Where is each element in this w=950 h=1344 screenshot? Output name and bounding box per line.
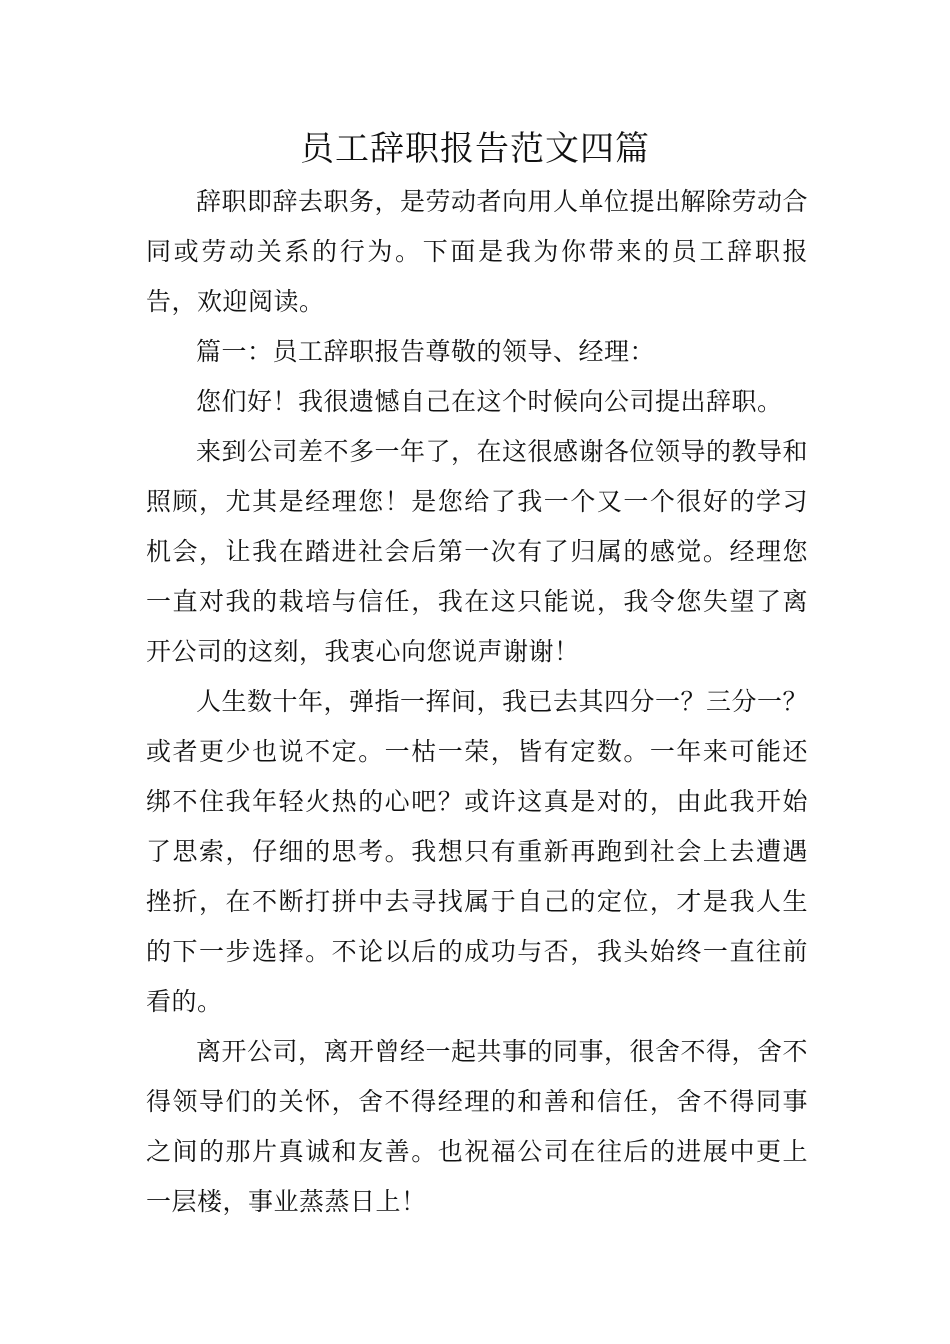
body-paragraph-1: 来到公司差不多一年了，在这很感谢各位领导的教导和照顾，尤其是经理您！是您给了我一个又一个很好的学习机会，让我在踏进社会后第一次有了归属的感觉。经理您一直对我的栽培与信任，我在这只能说，我令您失望了离开公司的这刻，我衷心向您说声谢谢！ [146,437,809,666]
document-body [146,177,808,1227]
greeting-paragraph: 您们好！我很遗憾自己在这个时候向公司提出辞职。 [196,387,783,416]
body-paragraph-2: 人生数十年，弹指一挥间，我已去其四分一？三分一？或者更少也说不定。一枯一荣，皆有定数。一年来可能还绑不住我年轻火热的心吧？或许这真是对的，由此我开始了思索，仔细的思考。我想只有重新再跑到社会上去遭遇挫折，在不断打拼中去寻找属于自己的定位，才是我人生的下一步选择。不论以后的成功与否，我头始终一直往前看的。 [146,687,809,1016]
body-paragraph-3: 离开公司，离开曾经一起共事的同事，很舍不得，舍不得领导们的关怀，舍不得经理的和善和信任，舍不得同事之间的那片真诚和友善。也祝福公司在往后的进展中更上一层楼，事业蒸蒸日上！ [146,1037,809,1216]
intro-paragraph: 辞职即辞去职务，是劳动者向用人单位提出解除劳动合同或劳动关系的行为。下面是我为你带来的员工辞职报告，欢迎阅读。 [146,187,809,316]
document-title: 员工辞职报告范文四篇 [300,129,650,169]
section-heading-paragraph: 篇一：员工辞职报告尊敬的领导、经理： [196,337,656,366]
